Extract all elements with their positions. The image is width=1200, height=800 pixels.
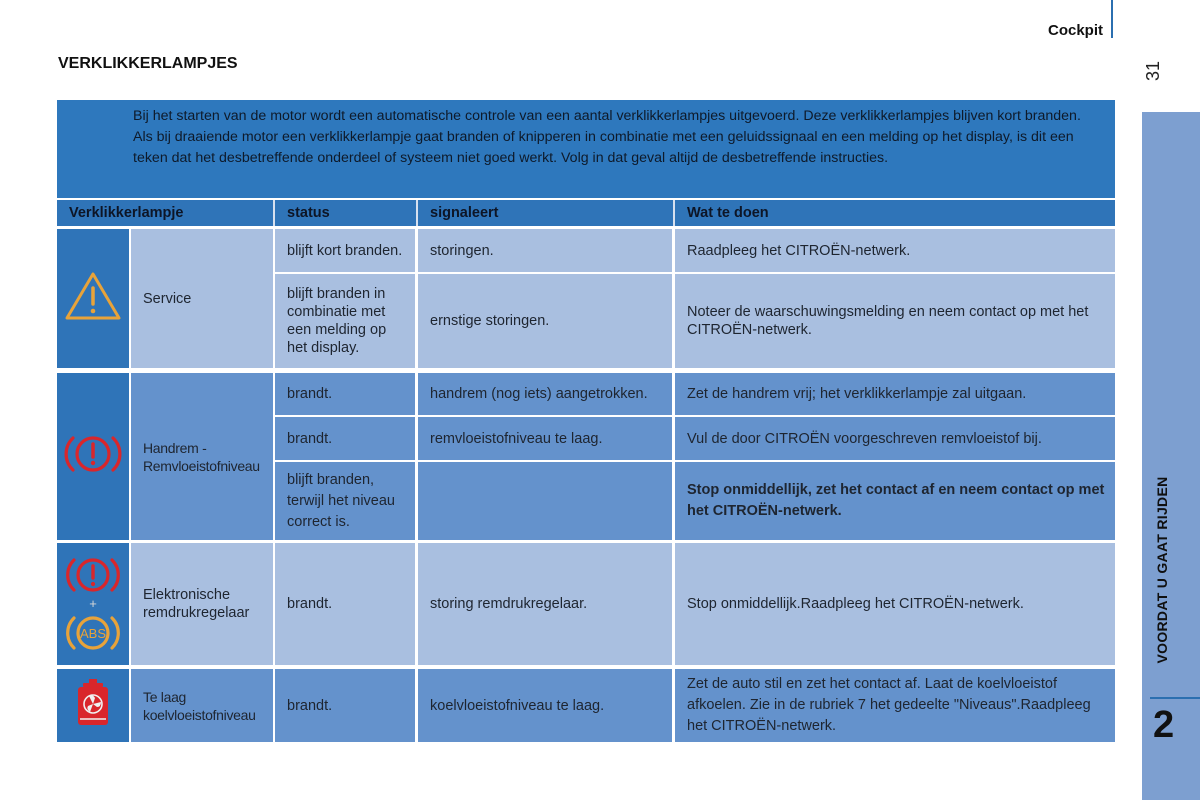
column-header-status: status <box>287 205 330 221</box>
brake-abs-icon <box>63 552 123 656</box>
column-header-action: Wat te doen <box>687 205 769 221</box>
action-cell: Raadpleeg het CITROËN-netwerk. <box>675 229 1115 272</box>
section-header: Cockpit <box>1047 22 1103 39</box>
brake-warning-icon <box>63 429 123 484</box>
signal-cell: ernstige storingen. <box>418 274 672 368</box>
signal-cell: storing remdrukregelaar. <box>418 543 672 665</box>
lamp-name-handbrake: Handrem - Remvloeistofniveau <box>131 373 273 540</box>
chapter-divider <box>1150 697 1200 699</box>
status-cell: blijft branden in combinatie met een melding op het display. <box>275 274 415 368</box>
action-cell: Vul de door CITROËN voorgeschreven remvloeistof bij. <box>675 417 1115 460</box>
page-number: 31 <box>1143 60 1163 82</box>
chapter-title: VOORDAT U GAAT RIJDEN <box>1154 476 1170 664</box>
status-cell: blijft kort branden. <box>275 229 415 272</box>
status-cell: brandt. <box>275 543 415 665</box>
page-title: VERKLIKKERLAMPJES <box>58 55 238 72</box>
abs-label: ABS <box>79 626 107 641</box>
status-cell: blijft branden, terwijl het niveau correct is. <box>275 462 415 540</box>
signal-cell <box>418 462 672 540</box>
lamp-name-service: Service <box>131 229 273 368</box>
chapter-side-title <box>1142 455 1182 685</box>
status-cell: brandt. <box>275 669 415 742</box>
signal-cell: handrem (nog iets) aangetrokken. <box>418 373 672 415</box>
service-icon-cell <box>57 229 129 368</box>
warning-triangle-icon <box>64 270 122 327</box>
coolant-icon-cell <box>57 669 129 742</box>
column-header-signal: signaleert <box>430 205 499 221</box>
abs-icon-cell <box>57 543 129 665</box>
action-cell: Stop onmiddellijk.Raadpleeg het CITROËN-netwerk. <box>675 543 1115 665</box>
lamp-name-abs: Elektronische remdrukregelaar <box>131 543 273 665</box>
intro-text: Bij het starten van de motor wordt een automatische controle van een aantal verklikkerlampjes uitgevoerd. Deze verklikkerlampjes blijven kort branden. Als bij draaiende motor een verklikkerlampje gaat branden of knipperen in combinatie met een geluidssignaal en een melding op het display, is dit een teken dat het desbetreffende onderdeel of systeem niet goed werkt. Volg in dat geval altijd de desbetreffende instructies. <box>133 108 1081 166</box>
lamp-name-coolant: Te laag koelvloeistofniveau <box>131 669 273 742</box>
chapter-number: 2 <box>1153 704 1175 746</box>
intro-box <box>57 100 1115 198</box>
coolant-level-icon <box>75 677 111 734</box>
signal-cell: koelvloeistofniveau te laag. <box>418 669 672 742</box>
header-divider <box>1111 0 1113 38</box>
signal-cell: storingen. <box>418 229 672 272</box>
status-cell: brandt. <box>275 417 415 460</box>
action-cell: Zet de handrem vrij; het verklikkerlampje zal uitgaan. <box>675 373 1115 415</box>
status-cell: brandt. <box>275 373 415 415</box>
table-header <box>57 200 1115 226</box>
signal-cell: remvloeistofniveau te laag. <box>418 417 672 460</box>
action-cell: Zet de auto stil en zet het contact af. Laat de koelvloeistof afkoelen. Zie in de rubriek 7 het gedeelte "Niveaus".Raadpleeg het CITROËN-netwerk. <box>675 669 1115 742</box>
column-header-lamp: Verklikkerlampje <box>69 205 184 221</box>
handbrake-icon-cell <box>57 373 129 540</box>
action-cell: Noteer de waarschuwingsmelding en neem contact op met het CITROËN-netwerk. <box>675 274 1115 368</box>
plus-sign: + <box>89 596 97 611</box>
action-cell: Stop onmiddellijk, zet het contact af en neem contact op met het CITROËN-netwerk. <box>675 462 1115 540</box>
